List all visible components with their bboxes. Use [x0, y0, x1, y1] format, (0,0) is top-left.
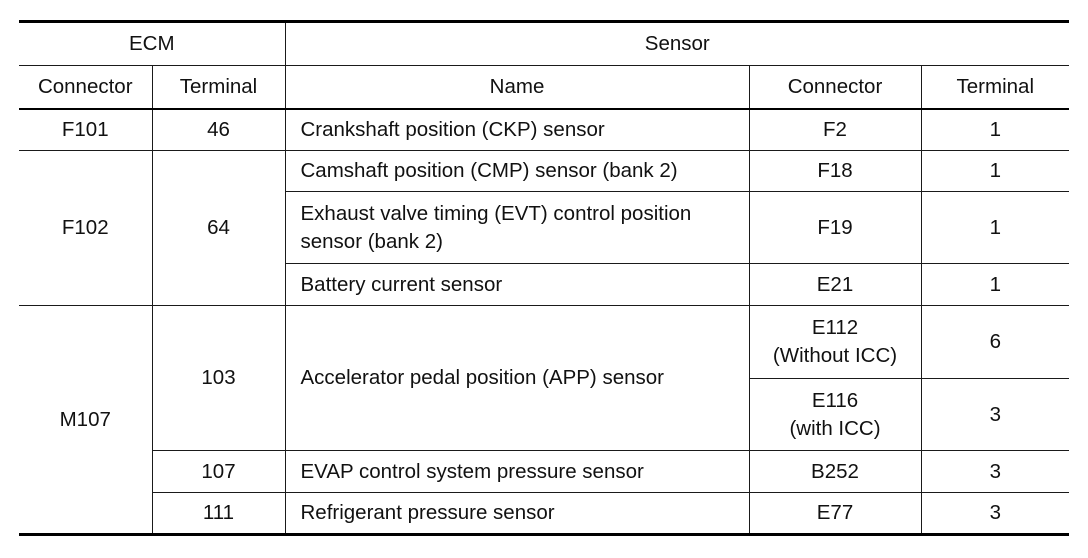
sensor-terminal-header: Terminal: [921, 66, 1069, 109]
sensor-name-cell: Refrigerant pressure sensor: [285, 493, 749, 535]
sensor-terminal-cell: 3: [921, 493, 1069, 535]
sensor-connector-line-2: (Without ICC): [772, 344, 898, 367]
sensor-terminal-cell: 3: [921, 451, 1069, 493]
sensor-connector-line-2: (with ICC): [789, 416, 881, 440]
sensor-connector-cell: F2: [749, 109, 921, 151]
sensor-name-line-1: Exhaust valve timing (EVT) control position: [300, 201, 692, 225]
sensor-terminal-cell: 1: [921, 192, 1069, 264]
sensor-name-cell: EVAP control system pressure sensor: [285, 451, 749, 493]
sensor-name-line-2: sensor (bank 2): [300, 229, 443, 253]
sensor-connector-cell: [749, 379, 921, 451]
sensor-connector-header: Connector: [749, 66, 921, 109]
sensor-terminal-cell: 1: [921, 264, 1069, 306]
sensor-name-cell: Crankshaft position (CKP) sensor: [285, 109, 749, 151]
table-row: [19, 306, 1069, 379]
sensor-name-cell: [285, 192, 749, 264]
sensor-terminal-cell: 1: [921, 109, 1069, 151]
sensor-connector-line-1: E112: [811, 316, 859, 339]
table-row: [19, 451, 1069, 493]
sensor-name-cell: Battery current sensor: [285, 264, 749, 306]
sensor-connector-cell: F18: [749, 151, 921, 192]
ecm-connector-header: Connector: [19, 66, 152, 109]
ecm-connector-cell: F102: [19, 151, 152, 306]
table-subheader-row: [19, 66, 1069, 109]
sensor-name-cell: Accelerator pedal position (APP) sensor: [285, 306, 749, 451]
ecm-terminal-cell: 46: [152, 109, 285, 151]
table-row: [19, 493, 1069, 535]
sensor-connector-cell: B252: [749, 451, 921, 493]
ecm-sensor-table: [19, 20, 1069, 536]
sensor-connector-line-1: E116: [811, 388, 859, 412]
sensor-header: Sensor: [285, 22, 1069, 66]
ecm-terminal-cell: 103: [152, 306, 285, 451]
table-row: [19, 109, 1069, 151]
ecm-terminal-cell: 64: [152, 151, 285, 306]
ecm-connector-cell: M107: [19, 306, 152, 535]
sensor-connector-cell: E21: [749, 264, 921, 306]
ecm-header: ECM: [19, 22, 285, 66]
sensor-connector-cell: F19: [749, 192, 921, 264]
ecm-connector-cell: F101: [19, 109, 152, 151]
ecm-terminal-header: Terminal: [152, 66, 285, 109]
sensor-connector-cell: E77: [749, 493, 921, 535]
sensor-name-cell: Camshaft position (CMP) sensor (bank 2): [285, 151, 749, 192]
sensor-terminal-cell: 6: [921, 306, 1069, 379]
sensor-terminal-cell: 1: [921, 151, 1069, 192]
sensor-name-header: Name: [285, 66, 749, 109]
table-header-row-group: [19, 22, 1069, 66]
ecm-terminal-cell: 107: [152, 451, 285, 493]
table-row: [19, 151, 1069, 192]
sensor-terminal-cell: 3: [921, 379, 1069, 451]
sensor-connector-cell: [749, 306, 921, 379]
ecm-terminal-cell: 111: [152, 493, 285, 535]
